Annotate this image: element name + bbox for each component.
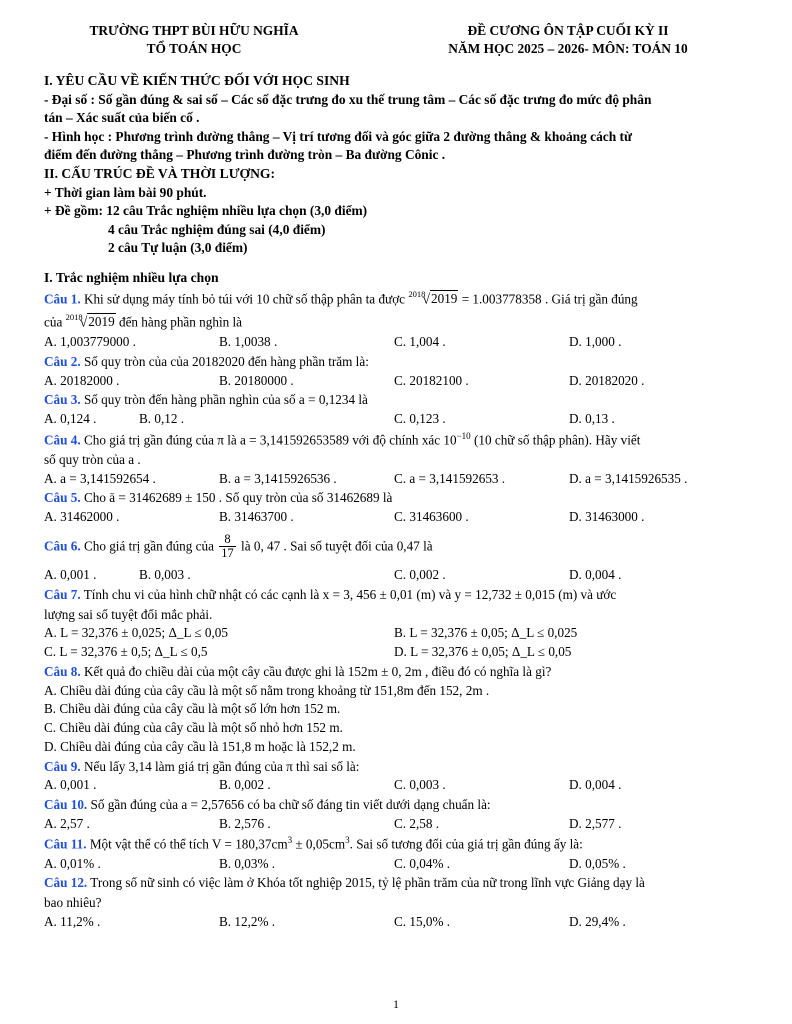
section-2-line-3: 4 câu Trắc nghiệm đúng sai (4,0 điểm) xyxy=(108,221,326,237)
document-header xyxy=(44,22,748,58)
question-8-text: Kết quả đo chiều dài của một cây cầu được ghi là 152m ± 0, 2m , điều đó có nghĩa là gì? xyxy=(83,663,552,679)
question-1-text-b: = 1.003778358 . Giá trị gần đúng xyxy=(461,291,638,307)
fraction-denominator: 17 xyxy=(221,546,234,561)
option-a[interactable]: A. 31462000 . xyxy=(44,509,120,525)
option-d[interactable]: D. L = 32,376 ± 0,05; Δ_L ≤ 0,05 xyxy=(394,644,572,660)
department-name: TỔ TOÁN HỌC xyxy=(146,41,242,57)
question-11-text-c: . Sai số tương đối của giá trị gần đúng ấy là: xyxy=(349,836,583,852)
option-d[interactable]: D. 2,577 . xyxy=(569,815,622,831)
question-7 xyxy=(44,586,748,605)
section-2-line-1: + Thời gian làm bài 90 phút. xyxy=(44,184,207,200)
option-c[interactable]: C. 20182100 . xyxy=(394,372,469,388)
question-1-options xyxy=(44,333,748,352)
option-d[interactable]: D. 31463000 . xyxy=(569,509,645,525)
question-11-text-b: ± 0,05cm xyxy=(292,836,346,852)
question-10-text: Số gần đúng của a = 2,57656 có ba chữ số đáng tin viết dưới dạng chuẩn là: xyxy=(90,796,491,812)
question-12-label: Câu 12. xyxy=(44,875,88,891)
option-a[interactable]: A. 0,001 . xyxy=(44,567,97,583)
option-b[interactable]: B. 0,003 . xyxy=(139,567,191,583)
question-1-line2-a: của xyxy=(44,314,66,330)
question-1-text-a: Khi sử dụng máy tính bỏ túi với 10 chữ số thập phân ta được xyxy=(83,291,409,307)
option-b[interactable]: B. 0,12 . xyxy=(139,411,185,427)
question-1 xyxy=(44,288,748,310)
section-1-line-2: tán – Xác suất của biến cố . xyxy=(44,110,200,126)
option-a[interactable]: A. a = 3,141592654 . xyxy=(44,470,156,486)
question-4-text-a: Cho giá trị gần đúng của π là a = 3,141592653589 với độ chính xác 10 xyxy=(83,432,457,448)
question-11-text-a: Một vật thể có thể tích V = 180,37cm xyxy=(89,836,288,852)
question-6-options xyxy=(44,566,748,585)
question-6-text-b: là 0, 47 . Sai số tuyệt đối của 0,47 là xyxy=(241,538,433,554)
question-3-text: Số quy tròn đến hàng phần nghìn của số a = 0,1234 là xyxy=(83,392,368,408)
fraction-numerator: 8 xyxy=(224,531,231,546)
question-5-label: Câu 5. xyxy=(44,490,81,506)
radical-radicand-2: 2019 xyxy=(88,314,115,330)
radical-radicand: 2019 xyxy=(431,291,458,307)
option-d[interactable]: D. Chiều dài đúng của cây cầu là 151,8 m hoặc là 152,2 m. xyxy=(44,738,356,754)
option-a[interactable]: A. L = 32,376 ± 0,025; Δ_L ≤ 0,05 xyxy=(44,625,228,641)
question-5-text: Cho ā = 31462689 ± 150 . Số quy tròn của số 31462689 là xyxy=(83,490,393,506)
option-b[interactable]: B. 0,03% . xyxy=(219,855,276,871)
question-9-options xyxy=(44,776,748,795)
exponent: −10 xyxy=(456,430,471,441)
header-school-block xyxy=(44,22,344,58)
part-1-title: I. Trắc nghiệm nhiều lựa chọn xyxy=(44,269,219,285)
option-c[interactable]: C. 0,123 . xyxy=(394,411,446,427)
exam-title: ĐỀ CƯƠNG ÔN TẬP CUỐI KỲ II xyxy=(467,23,669,38)
question-4-options xyxy=(44,470,748,489)
section-2-title: II. CẤU TRÚC ĐỀ VÀ THỜI LƯỢNG: xyxy=(44,165,276,181)
option-d[interactable]: D. 0,004 . xyxy=(569,567,622,583)
radical-index-2: 2018 xyxy=(65,311,83,322)
option-c[interactable]: C. 1,004 . xyxy=(394,334,446,350)
question-3-label: Câu 3. xyxy=(44,392,81,408)
section-1-line-1: - Đại số : Số gần đúng & sai số – Các số đặc trưng đo xu thế trung tâm – Các số đặc trưng đo mức độ phân xyxy=(44,91,652,107)
question-11-options xyxy=(44,855,748,874)
question-10-label: Câu 10. xyxy=(44,796,88,812)
section-2-line-4: 2 câu Tự luận (3,0 điểm) xyxy=(108,240,248,256)
option-a[interactable]: A. Chiều dài đúng của cây cầu là một số nằm trong khoảng từ 151,8m đến 152, 2m . xyxy=(44,682,490,698)
question-6-text-a: Cho giá trị gần đúng của xyxy=(83,538,218,554)
option-b[interactable]: B. a = 3,1415926536 . xyxy=(219,470,337,486)
question-2-label: Câu 2. xyxy=(44,353,81,369)
option-c[interactable]: C. L = 32,376 ± 0,5; Δ_L ≤ 0,5 xyxy=(44,644,208,660)
question-9-text: Nếu lấy 3,14 làm giá trị gần đúng của π thì sai số là: xyxy=(83,758,360,774)
section-2-line-2: + Đề gồm: 12 câu Trắc nghiệm nhiều lựa chọn (3,0 điểm) xyxy=(44,203,368,219)
option-a[interactable]: A. 0,01% . xyxy=(44,855,101,871)
question-3 xyxy=(44,391,748,410)
question-1-line-2 xyxy=(44,311,748,333)
option-b[interactable]: B. 31463700 . xyxy=(219,509,294,525)
question-9-label: Câu 9. xyxy=(44,758,81,774)
option-d[interactable]: D. 0,13 . xyxy=(569,411,615,427)
header-exam-block xyxy=(388,22,748,58)
option-b[interactable]: B. 1,0038 . xyxy=(219,334,278,350)
section-1-line-4: điểm đến đường thẳng – Phương trình đường tròn – Ba đường Cônic . xyxy=(44,147,446,163)
exam-subject: NĂM HỌC 2025 – 2026- MÔN: TOÁN 10 xyxy=(448,41,688,57)
option-d[interactable]: D. 1,000 . xyxy=(569,334,622,350)
question-7-line-2: lượng sai số tuyệt đối mắc phải. xyxy=(44,606,213,622)
question-2-options xyxy=(44,372,748,391)
option-c[interactable]: C. Chiều dài đúng của cây cầu là một số nhỏ hơn 152 m. xyxy=(44,720,343,736)
fraction xyxy=(219,533,236,560)
option-a[interactable]: A. 1,003779000 . xyxy=(44,334,136,350)
question-7-text: Tính chu vi của hình chữ nhật có các cạnh là x = 3, 456 ± 0,01 (m) và y = 12,732 ± 0,015 (m) và ước xyxy=(83,586,617,602)
radical-index: 2018 xyxy=(408,288,426,299)
question-5-options xyxy=(44,508,748,527)
question-10-options xyxy=(44,815,748,834)
option-a[interactable]: A. 11,2% . xyxy=(44,913,101,929)
radical-expression: $^{2018}$√2019 xyxy=(408,288,458,308)
option-b[interactable]: B. 0,002 . xyxy=(219,777,271,793)
question-6-label: Câu 6. xyxy=(44,538,81,554)
section-1-title: I. YÊU CẦU VỀ KIẾN THỨC ĐỐI VỚI HỌC SINH xyxy=(44,73,350,89)
question-4 xyxy=(44,430,748,450)
option-d[interactable]: D. 0,05% . xyxy=(569,855,626,871)
question-12-text: Trong số nữ sinh có việc làm ở Khóa tốt nghiệp 2015, tỷ lệ phần trăm của nữ trong lĩnh vực Giảng dạy là xyxy=(90,875,645,891)
question-7-options-row-1 xyxy=(44,624,748,643)
option-c[interactable]: C. 0,002 . xyxy=(394,567,446,583)
question-5 xyxy=(44,489,748,508)
question-1-line2-b: đến hàng phần nghìn là xyxy=(118,314,243,330)
exponent-2: 3 xyxy=(345,835,350,846)
option-a[interactable]: A. 0,001 . xyxy=(44,777,97,793)
school-name: TRƯỜNG THPT BÙI HỮU NGHĨA xyxy=(89,23,299,38)
question-3-options xyxy=(44,410,748,429)
option-d[interactable]: D. a = 3,1415926535 . xyxy=(569,470,688,486)
question-11-label: Câu 11. xyxy=(44,836,87,852)
option-c[interactable]: C. 2,58 . xyxy=(394,815,440,831)
question-12-line-2: bao nhiêu? xyxy=(44,895,102,911)
option-c[interactable]: C. 0,003 . xyxy=(394,777,446,793)
option-a[interactable]: A. 20182000 . xyxy=(44,372,120,388)
question-2 xyxy=(44,353,748,372)
option-c[interactable]: C. 15,0% . xyxy=(394,913,451,929)
question-4-text-b: (10 chữ số thập phân). Hãy viết xyxy=(473,432,641,448)
exponent-1: 3 xyxy=(287,835,293,846)
question-8 xyxy=(44,663,748,682)
question-6 xyxy=(44,533,748,560)
question-10 xyxy=(44,796,748,815)
question-7-options-row-2 xyxy=(44,643,748,662)
question-12-options xyxy=(44,913,748,932)
option-c[interactable]: C. a = 3,141592653 . xyxy=(394,470,506,486)
option-d[interactable]: D. 20182020 . xyxy=(569,372,645,388)
option-d[interactable]: D. 29,4% . xyxy=(569,913,626,929)
option-b[interactable]: B. Chiều dài đúng của cây cầu là một số lớn hơn 152 m. xyxy=(44,701,341,717)
page-number: 1 xyxy=(393,997,399,1011)
question-2-text: Số quy tròn của của 20182020 đến hàng phần trăm là: xyxy=(83,353,369,369)
question-11 xyxy=(44,834,748,854)
question-4-line-2: số quy tròn của a . xyxy=(44,451,141,467)
option-a[interactable]: A. 2,57 . xyxy=(44,815,90,831)
option-b[interactable]: B. 12,2% . xyxy=(219,913,276,929)
section-1-line-3: - Hình học : Phương trình đường thẳng – Vị trí tương đối và góc giữa 2 đường thẳng & khoảng cách từ xyxy=(44,128,633,144)
option-b[interactable]: B. 20180000 . xyxy=(219,372,294,388)
question-9 xyxy=(44,758,748,777)
question-4-label: Câu 4. xyxy=(44,432,81,448)
question-7-label: Câu 7. xyxy=(44,586,81,602)
option-b[interactable]: B. 2,576 . xyxy=(219,815,271,831)
question-8-label: Câu 8. xyxy=(44,663,81,679)
option-c[interactable]: C. 0,04% . xyxy=(394,855,451,871)
radical-expression-2: $^{2018}$√2019 xyxy=(65,311,115,331)
option-a[interactable]: A. 0,124 . xyxy=(44,411,97,427)
option-d[interactable]: D. 0,004 . xyxy=(569,777,622,793)
question-1-label: Câu 1. xyxy=(44,291,81,307)
option-c[interactable]: C. 31463600 . xyxy=(394,509,469,525)
question-12 xyxy=(44,874,748,893)
option-b[interactable]: B. L = 32,376 ± 0,05; Δ_L ≤ 0,025 xyxy=(394,625,578,641)
